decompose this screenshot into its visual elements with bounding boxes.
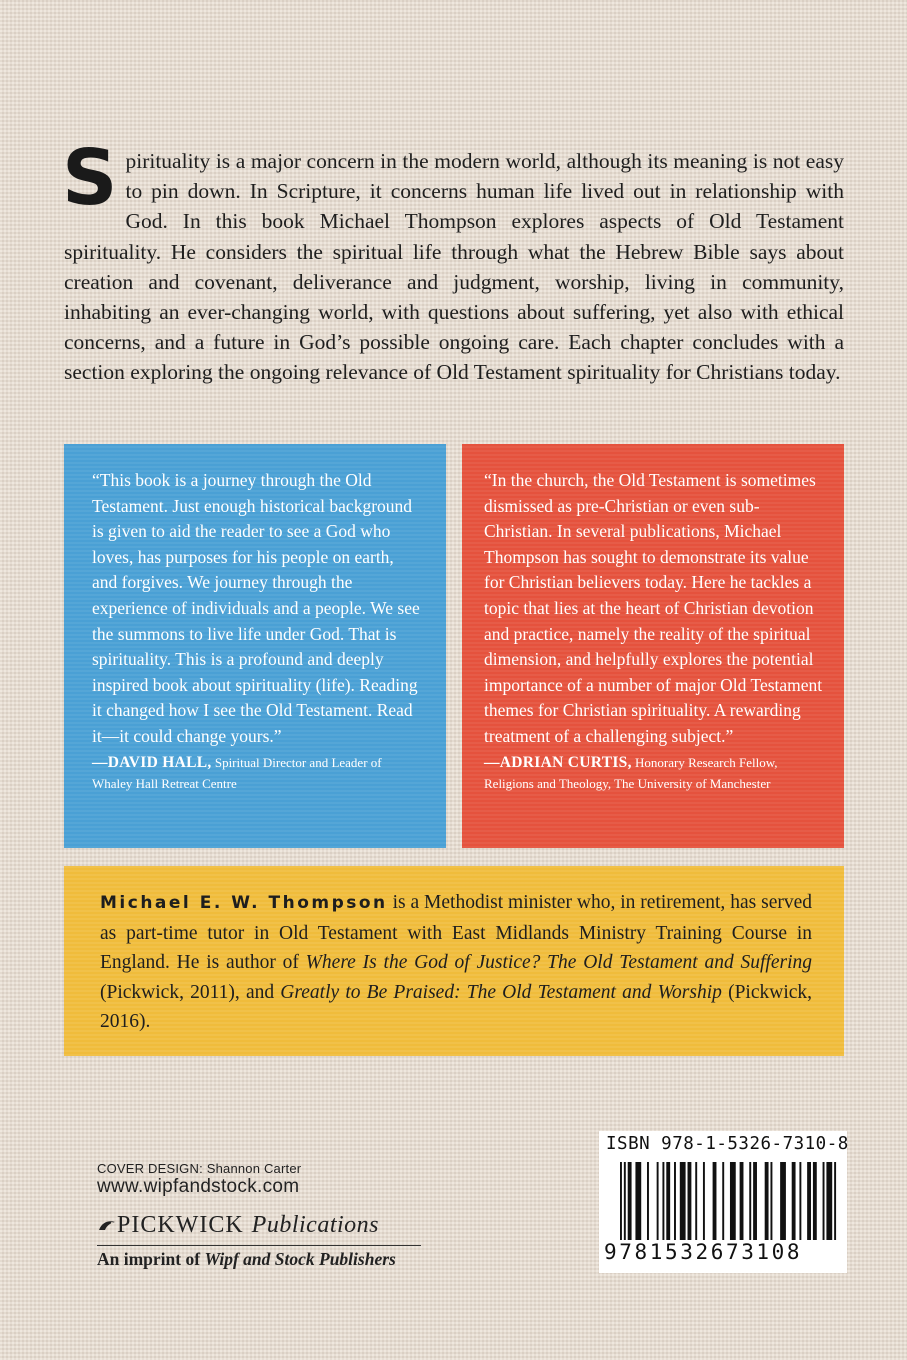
- publisher-name: PICKWICK: [117, 1212, 244, 1238]
- barcode-bar: [635, 1162, 641, 1240]
- endorsement-attribution: [484, 752, 826, 794]
- barcode-bar: [740, 1162, 744, 1240]
- ean-digits: 9781532673108: [604, 1240, 803, 1264]
- barcode-bar: [628, 1162, 632, 1240]
- imprint-prefix: An imprint of: [97, 1249, 201, 1269]
- barcode-bar: [662, 1162, 664, 1240]
- barcode-bar: [834, 1162, 836, 1240]
- barcode-bar: [799, 1162, 801, 1240]
- endorsement-box-blue: [64, 444, 446, 848]
- endorser-name: —DAVID HALL,: [92, 753, 212, 771]
- barcode-bar: [620, 1162, 622, 1240]
- author-name: Michael E. W. Thompson: [100, 893, 388, 913]
- author-bio: [100, 888, 812, 1037]
- website-link[interactable]: www.wipfandstock.com: [97, 1176, 300, 1197]
- barcode-bar: [780, 1162, 786, 1240]
- cover-design-credit: COVER DESIGN: Shannon Carter: [97, 1161, 302, 1176]
- book-title-2: Greatly to Be Praised: The Old Testament and Worship: [280, 981, 722, 1003]
- bio-text-1: is a Methodist minister who, in retirement, has served as part-time tutor in Old Testament with East Midlands Ministry Training Course in England. He is author of: [100, 892, 812, 973]
- imprint-name: Wipf and Stock Publishers: [204, 1249, 396, 1269]
- endorsement-box-red: [462, 444, 844, 848]
- pickwick-bird-icon: [97, 1218, 117, 1234]
- author-bio-box: [64, 866, 844, 1056]
- barcode-bar: [765, 1162, 769, 1240]
- endorser-role: Spiritual Director and Leader of Whaley Hall Retreat Centre: [92, 754, 382, 791]
- isbn-text: ISBN 978-1-5326-7310-8: [606, 1134, 849, 1154]
- barcode-bar: [703, 1162, 705, 1240]
- endorser-name: —ADRIAN CURTIS,: [484, 753, 632, 771]
- barcode-bar: [722, 1162, 724, 1240]
- endorser-role: Honorary Research Fellow, Religions and Theology, The University of Manchester: [484, 754, 778, 791]
- publisher-logo: [97, 1212, 379, 1239]
- endorsement-text: “In the church, the Old Testament is sometimes dismissed as pre-Christian or even sub-Christian. In several publications, Michael Thompson has sought to demonstrate its value for Christian believers today. Here he tackles a topic that lies at the heart of Christian devotion and practice, namely the reality of the spiritual dimension, and helpfully explores the potential importance of a number of major Old Testament themes for Christian spirituality. A rewarding treatment of a challenging subject.”: [484, 470, 823, 746]
- barcode-bar: [713, 1162, 717, 1240]
- barcode-bar: [730, 1162, 736, 1240]
- barcode-bar: [813, 1162, 817, 1240]
- bio-text-3: (Pickwick, 2016).: [100, 981, 813, 1032]
- drop-cap: S: [62, 134, 118, 223]
- publisher-line: Publications: [251, 1212, 379, 1238]
- barcode-bar: [749, 1162, 751, 1240]
- barcode-bar: [792, 1162, 796, 1240]
- endorsement-attribution: [92, 752, 422, 794]
- barcode-bar: [657, 1162, 659, 1240]
- endorsement-text: “This book is a journey through the Old Testament. Just enough historical background is given to aid the reader to see a God who loves, has purposes for his people on earth, and forgives. We journey through the experience of individuals and a people. We see the summons to live life under God. That is spirituality. This is a profound and deeply inspired book about spirituality (life). Reading it changed how I see the Old Testament. Read it—it could change yours.”: [92, 470, 420, 746]
- barcode-bar: [624, 1162, 626, 1240]
- barcode-bar: [680, 1162, 686, 1240]
- barcode-bar: [695, 1162, 697, 1240]
- barcode-bar: [753, 1162, 757, 1240]
- barcode-bar: [688, 1162, 692, 1240]
- barcode-bar: [823, 1162, 825, 1240]
- book-title-1: Where Is the God of Justice? The Old Testament and Suffering: [305, 952, 812, 973]
- barcode-bar: [807, 1162, 811, 1240]
- barcode-bar: [647, 1162, 649, 1240]
- bio-text-2: (Pickwick, 2011), and: [100, 981, 275, 1003]
- barcode-bar: [674, 1162, 676, 1240]
- blurb-text: pirituality is a major concern in the modern world, although its meaning is not easy to pin down. In Scripture, it concerns human life lived out in relationship with God. In this book Michael Thompson explores aspects of Old Testament spirituality. He considers the spiritual life through what the Hebrew Bible says about creation and covenant, deliverance and judgment, worship, living in community, inhabiting an ever-changing world, with questions about suffering, yet also with ethical concerns, and a future in God’s possible ongoing care. Each chapter concludes with a section exploring the ongoing relevance of Old Testament spirituality for Christians today.: [64, 149, 844, 385]
- endorsement-quote-2: [484, 468, 826, 794]
- imprint-line: [97, 1249, 396, 1270]
- publisher-divider: [97, 1245, 421, 1246]
- barcode-bar: [770, 1162, 772, 1240]
- blurb-paragraph: [62, 134, 844, 388]
- barcode-bar: [666, 1162, 670, 1240]
- barcode-bars: [620, 1162, 838, 1240]
- barcode-bar: [826, 1162, 832, 1240]
- endorsement-quote-1: [92, 468, 422, 794]
